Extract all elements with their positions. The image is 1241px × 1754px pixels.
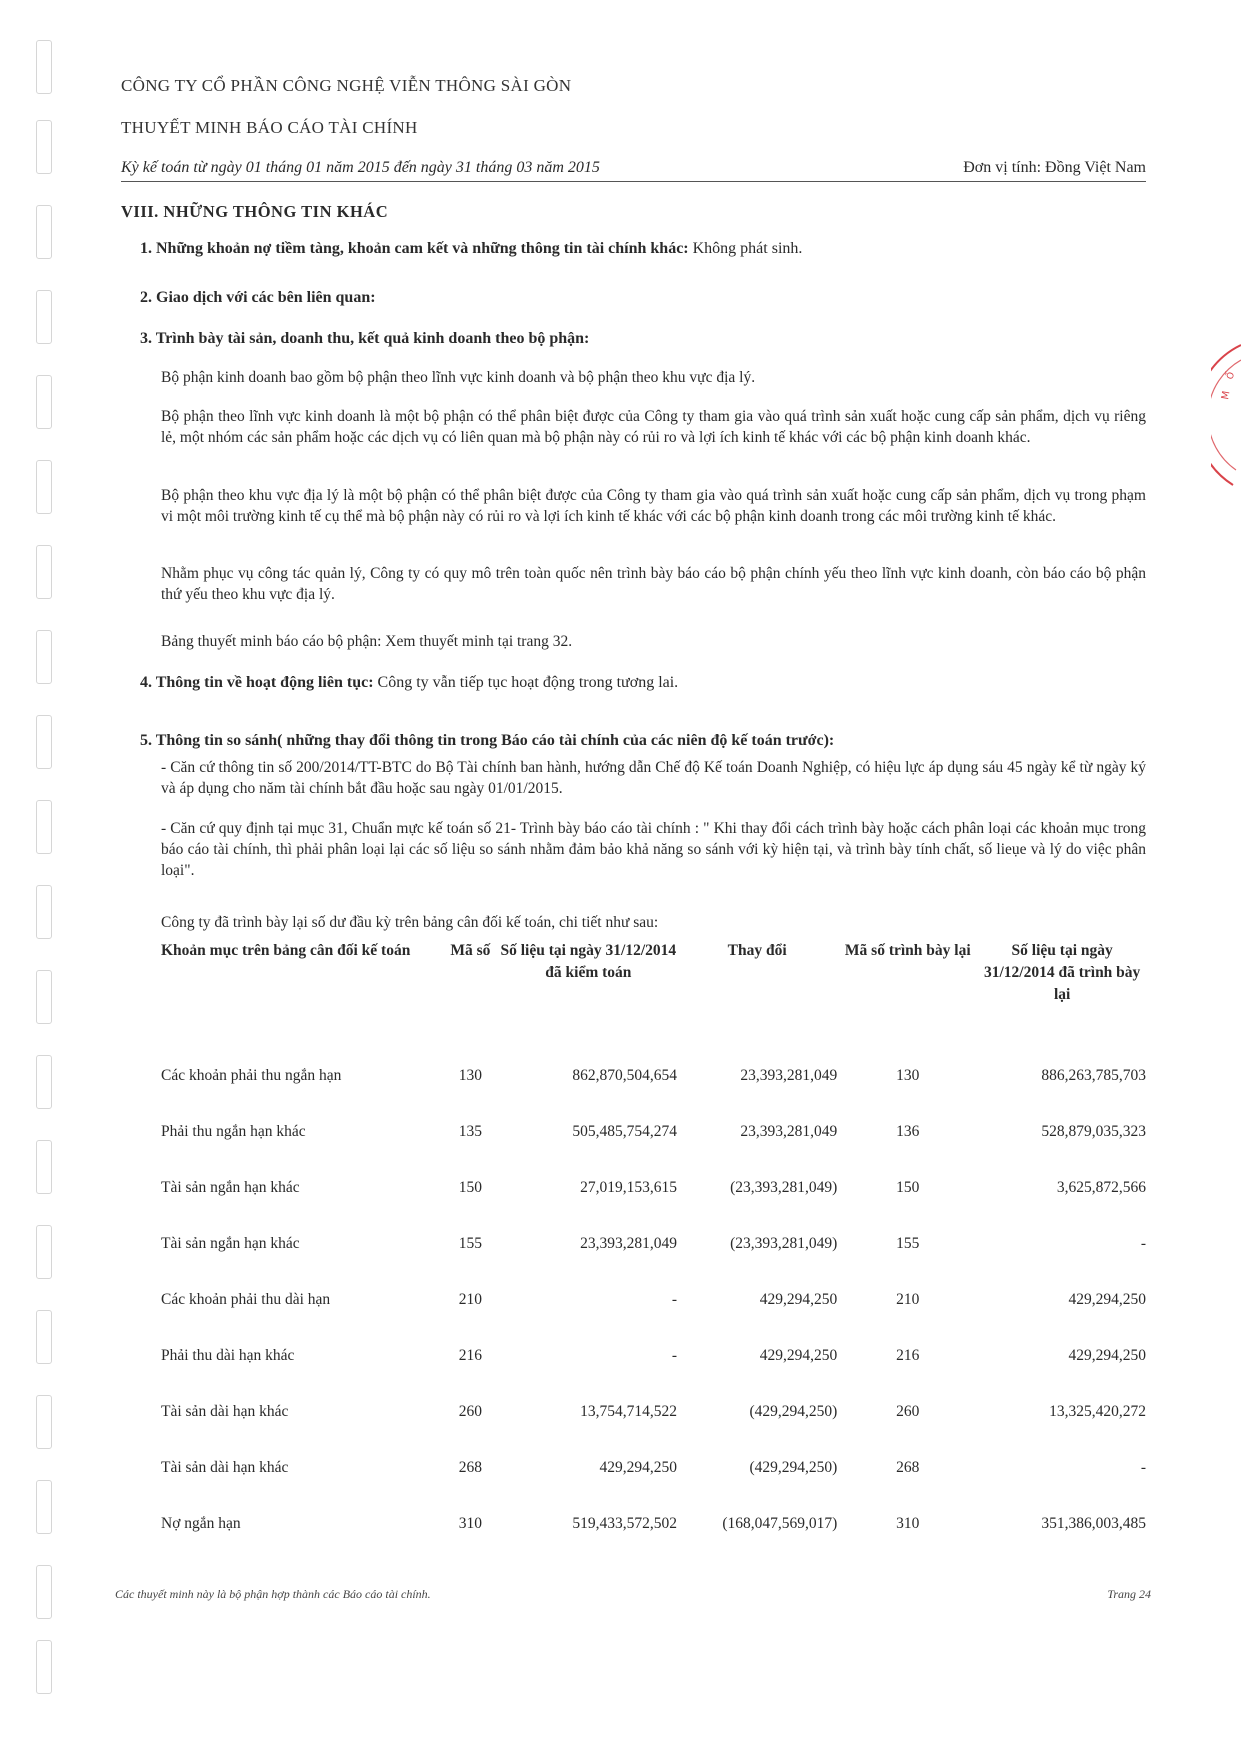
item-4-text: Công ty vẫn tiếp tục hoạt động trong tương lai.: [373, 674, 679, 691]
cell-restated-code: 268: [896, 1459, 920, 1476]
section-title: VIII. NHỮNG THÔNG TIN KHÁC: [121, 202, 389, 221]
item-3-paragraph: Nhằm phục vụ công tác quản lý, Công ty có quy mô trên toàn quốc nên trình bày báo cáo bộ phận chính yếu theo lĩnh vực kinh doanh, còn báo cáo bộ phận thứ yếu theo khu vực địa lý.: [161, 565, 1146, 603]
cell-restated: 429,294,250: [1068, 1347, 1146, 1364]
cell-account: Các khoản phải thu dài hạn: [161, 1291, 331, 1308]
currency-unit: Đơn vị tính: Đồng Việt Nam: [963, 159, 1146, 176]
cell-audited: 23,393,281,049: [580, 1235, 677, 1252]
cell-change: 23,393,281,049: [740, 1067, 838, 1084]
cell-restated: 351,386,003,485: [1041, 1515, 1146, 1532]
table-header-row: [161, 940, 1146, 1048]
item-5-paragraph: - Căn cứ quy định tại mục 31, Chuẩn mực kế toán số 21- Trình bày báo cáo tài chính : " Khi thay đổi cách trình bày hoặc cách phân loại các khoản mục trong báo cáo tài chính, thì phải phân loại lại các số liệu so sánh nhằm đảm bảo khả năng so sánh với kỳ hiện tại, và trình bày tính chất, số lieụe và lý do việc phân loại".: [161, 820, 1146, 879]
cell-code: 150: [458, 1179, 482, 1196]
cell-change: 23,393,281,049: [740, 1123, 838, 1140]
table-row: [161, 1328, 1146, 1384]
cell-audited: -: [671, 1347, 677, 1364]
binding-mark: [36, 375, 52, 429]
cell-restated: 13,325,420,272: [1049, 1403, 1146, 1420]
binding-mark: [36, 460, 52, 514]
cell-restated-code: 155: [896, 1235, 920, 1252]
company-stamp-fragment: [1211, 340, 1241, 490]
binding-mark: [36, 715, 52, 769]
binding-mark: [36, 970, 52, 1024]
item-3-paragraph: Bộ phận theo khu vực địa lý là một bộ phận có thể phân biệt được của Công ty tham gia vào quá trình sản xuất hoặc cung cấp sản phẩm, dịch vụ trong phạm vi một môi trường kinh tế cụ thể mà bộ phận này có rủi ro và lợi ích kinh tế khác với các bộ phận kinh doanh trong các môi trường kinh tế khác.: [161, 487, 1146, 525]
cell-account: Các khoản phải thu ngắn hạn: [161, 1067, 342, 1084]
cell-code: 210: [458, 1291, 482, 1308]
table-row: [161, 1104, 1146, 1160]
cell-account: Tài sản ngắn hạn khác: [161, 1235, 300, 1252]
cell-code: 130: [458, 1067, 482, 1084]
cell-restated-code: 210: [896, 1291, 920, 1308]
header-change: Thay đổi: [727, 942, 787, 959]
cell-code: 216: [458, 1347, 482, 1364]
table-row: [161, 1496, 1146, 1552]
cell-restated-code: 130: [896, 1067, 920, 1084]
binding-mark: [36, 120, 52, 174]
item-5-label: 5. Thông tin so sánh( những thay đổi thông tin trong Báo cáo tài chính của các niên độ kế toán trước):: [140, 732, 835, 749]
cell-change: 429,294,250: [759, 1347, 838, 1364]
cell-code: 135: [458, 1123, 482, 1140]
cell-account: Tài sản dài hạn khác: [161, 1459, 289, 1476]
item-3-paragraph: Bảng thuyết minh báo cáo bộ phận: Xem thuyết minh tại trang 32.: [161, 633, 573, 650]
binding-mark: [36, 290, 52, 344]
header-restated-code: Mã số trình bày lại: [844, 942, 971, 959]
binding-mark: [36, 1310, 52, 1364]
cell-audited: 13,754,714,522: [580, 1403, 677, 1420]
cell-code: 260: [458, 1403, 482, 1420]
binding-marks: [36, 40, 58, 1700]
item-2-label: 2. Giao dịch với các bên liên quan:: [140, 289, 376, 306]
table-row: [161, 1160, 1146, 1216]
binding-mark: [36, 205, 52, 259]
cell-code: 155: [458, 1235, 482, 1252]
item-1: [140, 240, 802, 258]
accounting-period: Kỳ kế toán từ ngày 01 tháng 01 năm 2015 đến ngày 31 tháng 03 năm 2015: [121, 159, 600, 176]
cell-audited: -: [671, 1291, 677, 1308]
binding-mark: [36, 1480, 52, 1534]
cell-account: Nợ ngắn hạn: [161, 1515, 241, 1532]
cell-code: 268: [458, 1459, 482, 1476]
item-4-label: 4. Thông tin về hoạt động liên tục:: [140, 674, 374, 691]
cell-restated-code: 216: [896, 1347, 920, 1364]
binding-mark: [36, 545, 52, 599]
item-1-label: 1. Những khoản nợ tiềm tàng, khoản cam kết và những thông tin tài chính khác:: [140, 240, 689, 257]
restatement-table: [161, 940, 1146, 1552]
table-row: [161, 1272, 1146, 1328]
item-1-text: Không phát sinh.: [688, 240, 803, 257]
cell-restated: 429,294,250: [1068, 1291, 1146, 1308]
header-code: Mã số: [450, 942, 491, 959]
binding-mark: [36, 40, 52, 94]
svg-text:M: M: [1220, 390, 1233, 401]
cell-audited: 519,433,572,502: [572, 1515, 677, 1532]
report-title: THUYẾT MINH BÁO CÁO TÀI CHÍNH: [121, 118, 418, 137]
cell-change: (23,393,281,049): [730, 1235, 838, 1252]
binding-mark: [36, 1640, 52, 1694]
svg-text:Ố: Ố: [1225, 370, 1238, 382]
binding-mark: [36, 630, 52, 684]
cell-restated-code: 150: [896, 1179, 920, 1196]
company-name: CÔNG TY CỔ PHẦN CÔNG NGHỆ VIỄN THÔNG SÀI GÒN: [121, 76, 572, 95]
item-4: [140, 674, 678, 692]
binding-mark: [36, 1225, 52, 1279]
page-number: Trang 24: [1107, 1587, 1151, 1601]
cell-audited: 862,870,504,654: [572, 1067, 677, 1084]
cell-change: (23,393,281,049): [730, 1179, 838, 1196]
table-row: [161, 1216, 1146, 1272]
cell-restated-code: 260: [896, 1403, 920, 1420]
cell-audited: 505,485,754,274: [572, 1123, 677, 1140]
cell-change: (168,047,569,017): [722, 1515, 838, 1532]
header-restated: Số liệu tại ngày 31/12/2014 đã trình bày lại: [983, 942, 1141, 1003]
binding-mark: [36, 885, 52, 939]
table-row: [161, 1384, 1146, 1440]
cell-restated: -: [1140, 1235, 1146, 1252]
cell-audited: 27,019,153,615: [580, 1179, 677, 1196]
cell-account: Phải thu ngắn hạn khác: [161, 1123, 306, 1140]
cell-restated: -: [1140, 1459, 1146, 1476]
cell-audited: 429,294,250: [599, 1459, 677, 1476]
table-row: [161, 1048, 1146, 1104]
cell-change: (429,294,250): [749, 1459, 838, 1476]
header-account: Khoản mục trên bảng cân đối kế toán: [161, 942, 411, 959]
cell-code: 310: [458, 1515, 482, 1532]
binding-mark: [36, 1565, 52, 1619]
item-2: [140, 289, 376, 307]
table-row: [161, 1440, 1146, 1496]
cell-restated: 886,263,785,703: [1041, 1067, 1146, 1084]
binding-mark: [36, 1395, 52, 1449]
cell-restated-code: 310: [896, 1515, 920, 1532]
item-5: [140, 732, 834, 750]
cell-restated-code: 136: [896, 1123, 920, 1140]
footer-note: Các thuyết minh này là bộ phận hợp thành các Báo cáo tài chính.: [115, 1587, 431, 1601]
item-5-paragraph: - Căn cứ thông tin số 200/2014/TT-BTC do Bộ Tài chính ban hành, hướng dẫn Chế độ Kế toán Doanh Nghiệp, có hiệu lực áp dụng sáu 45 ngày kể từ ngày ký và áp dụng cho năm tài chính bắt đầu hoặc sau ngày 01/01/2015.: [161, 759, 1146, 797]
cell-account: Phải thu dài hạn khác: [161, 1347, 295, 1364]
cell-change: 429,294,250: [759, 1291, 838, 1308]
binding-mark: [36, 1055, 52, 1109]
item-5-paragraph: Công ty đã trình bày lại số dư đầu kỳ trên bảng cân đối kế toán, chi tiết như sau:: [161, 914, 659, 931]
cell-change: (429,294,250): [749, 1403, 838, 1420]
cell-restated: 3,625,872,566: [1056, 1179, 1146, 1196]
binding-mark: [36, 1140, 52, 1194]
item-3-label: 3. Trình bày tài sản, doanh thu, kết quả kinh doanh theo bộ phận:: [140, 330, 590, 347]
binding-mark: [36, 800, 52, 854]
cell-account: Tài sản ngắn hạn khác: [161, 1179, 300, 1196]
period-row: [121, 159, 1146, 182]
cell-restated: 528,879,035,323: [1041, 1123, 1146, 1140]
item-3: [140, 330, 589, 348]
cell-account: Tài sản dài hạn khác: [161, 1403, 289, 1420]
item-3-paragraph: Bộ phận kinh doanh bao gồm bộ phận theo lĩnh vực kinh doanh và bộ phận theo khu vực địa lý.: [161, 369, 756, 386]
item-3-paragraph: Bộ phận theo lĩnh vực kinh doanh là một bộ phận có thể phân biệt được của Công ty tham gia vào quá trình sản xuất hoặc cung cấp sản phẩm, dịch vụ riêng lẻ, một nhóm các sản phẩm hoặc các dịch vụ có liên quan mà bộ phận này có rủi ro và lợi ích kinh tế khác với các bộ phận kinh doanh khác.: [161, 408, 1146, 446]
header-audited: Số liệu tại ngày 31/12/2014 đã kiểm toán: [500, 942, 677, 981]
